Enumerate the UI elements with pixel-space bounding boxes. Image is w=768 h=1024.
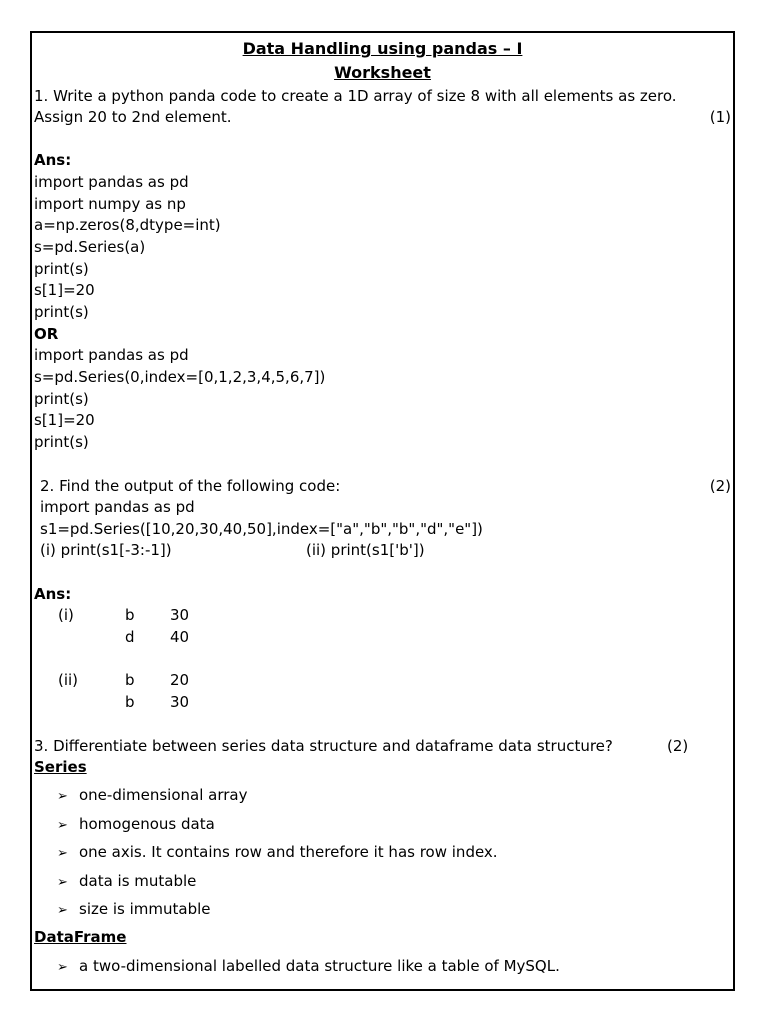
q1-code-alt-line: import pandas as pd [34, 346, 189, 364]
q2-ans-label: Ans: [34, 585, 72, 603]
q2-part-i: (i) print(s1[-3:-1]) [40, 541, 172, 559]
q1-code-alt-line: print(s) [34, 390, 89, 408]
series-point: ➢ size is immutable [57, 899, 211, 921]
q2-ans-ii-label: (ii) [58, 671, 79, 689]
q3-text: 3. Differentiate between series data structure and dataframe data structure? [34, 737, 613, 755]
q1-code-line: s=pd.Series(a) [34, 238, 146, 256]
q2-ans-i-index: b [125, 606, 135, 624]
q3-marks: (2) [667, 737, 689, 755]
q1-ans-label: Ans: [34, 151, 72, 169]
q2-ans-ii-value: 20 [170, 671, 190, 689]
series-point: ➢ one axis. It contains row and therefore it has row index. [57, 842, 498, 864]
q1-text-line1: 1. Write a python panda code to create a 1D array of size 8 with all elements as zero. [34, 87, 677, 105]
dataframe-heading: DataFrame [34, 928, 127, 946]
dataframe-point: ➢ a two-dimensional labelled data structure like a table of MySQL. [57, 956, 560, 978]
bullet-arrow-icon: ➢ [57, 846, 68, 861]
worksheet-title: Data Handling using pandas – I [242, 39, 523, 58]
worksheet-page [30, 31, 735, 991]
q2-ans-i-label: (i) [58, 606, 74, 624]
q1-code-line: s[1]=20 [34, 281, 95, 299]
bullet-arrow-icon: ➢ [57, 789, 68, 804]
q2-marks: (2) [709, 477, 731, 495]
q1-code-line: import numpy as np [34, 195, 186, 213]
q1-code-line: a=np.zeros(8,dtype=int) [34, 216, 221, 234]
bullet-arrow-icon: ➢ [57, 960, 68, 975]
q2-ans-ii-index: b [125, 693, 135, 711]
q2-ans-ii-value: 30 [170, 693, 190, 711]
q2-code-line: import pandas as pd [40, 498, 195, 516]
series-heading: Series [34, 758, 87, 776]
q2-code-line: s1=pd.Series([10,20,30,40,50],index=["a","b","b","d","e"]) [40, 520, 483, 538]
q1-text-line2: Assign 20 to 2nd element. [34, 108, 232, 126]
q2-part-ii: (ii) print(s1['b']) [306, 541, 425, 559]
q2-ans-i-index: d [125, 628, 135, 646]
q2-text: 2. Find the output of the following code: [40, 477, 341, 495]
q1-code-line: print(s) [34, 260, 89, 278]
bullet-arrow-icon: ➢ [57, 875, 68, 890]
bullet-arrow-icon: ➢ [57, 903, 68, 918]
bullet-arrow-icon: ➢ [57, 818, 68, 833]
q1-code-alt-line: s=pd.Series(0,index=[0,1,2,3,4,5,6,7]) [34, 368, 326, 386]
q2-ans-i-value: 30 [170, 606, 190, 624]
q1-marks: (1) [709, 108, 731, 126]
worksheet-subtitle: Worksheet [334, 63, 431, 82]
q1-code-alt-line: s[1]=20 [34, 411, 95, 429]
series-point: ➢ homogenous data [57, 814, 215, 836]
q1-or-label: OR [34, 325, 59, 343]
series-point: ➢ one-dimensional array [57, 785, 248, 807]
q2-ans-ii-index: b [125, 671, 135, 689]
q2-ans-i-value: 40 [170, 628, 190, 646]
q1-code-line: import pandas as pd [34, 173, 189, 191]
q1-code-alt-line: print(s) [34, 433, 89, 451]
q1-code-line: print(s) [34, 303, 89, 321]
series-point: ➢ data is mutable [57, 871, 196, 893]
